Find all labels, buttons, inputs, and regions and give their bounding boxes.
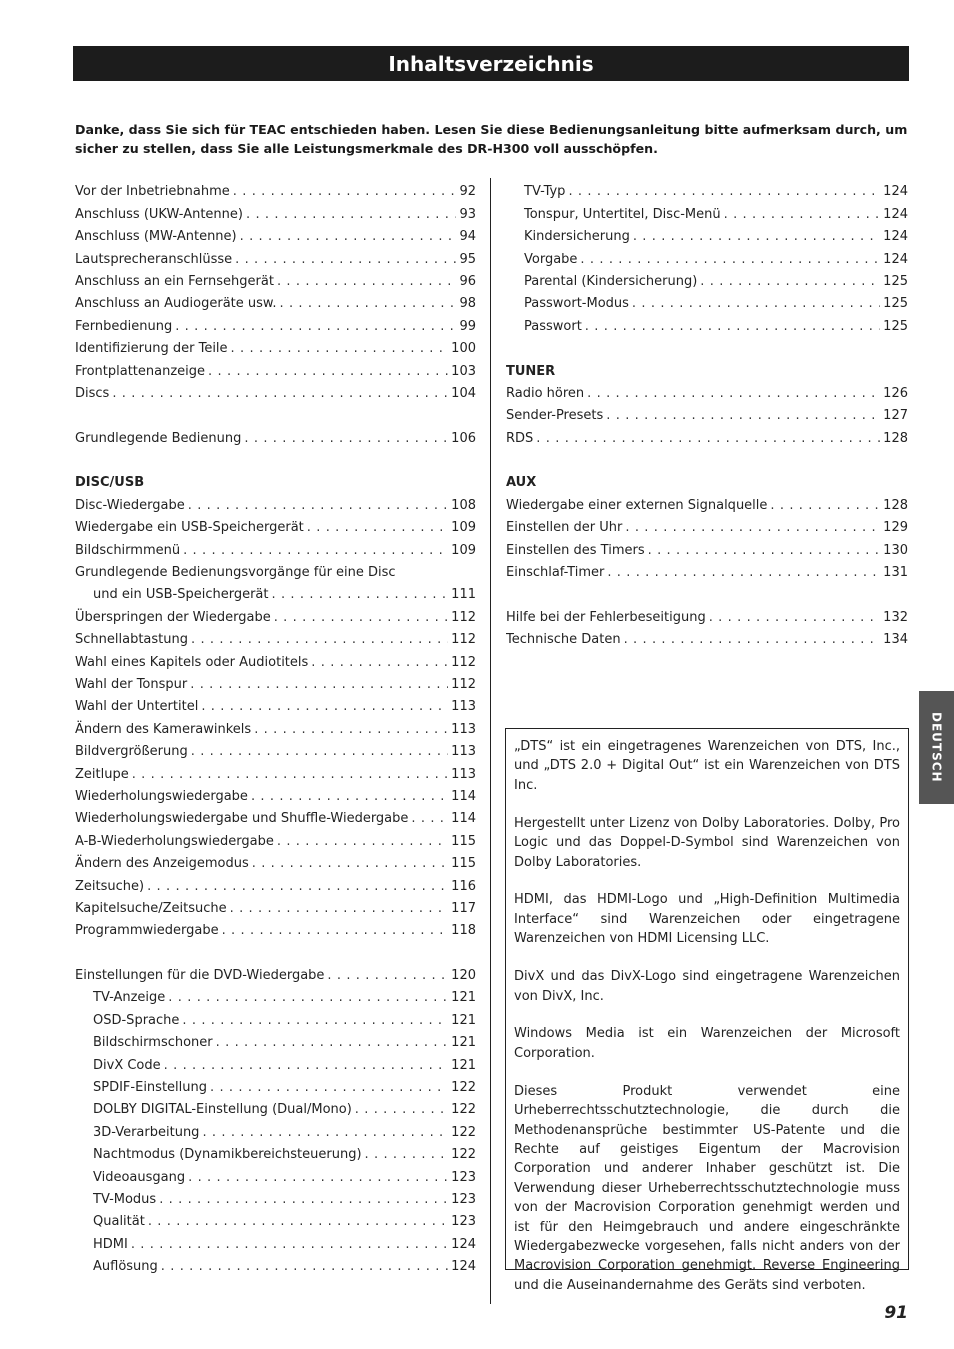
toc-entry-label: Nachtmodus (Dynamikbereichsteuerung) [93,1147,362,1163]
toc-entry [506,380,908,402]
toc-dot-leader [168,990,448,1006]
toc-entry-label: Kindersicherung [524,229,630,245]
toc-dot-leader [182,1013,448,1029]
toc-dot-leader [235,252,456,268]
toc-entry-page: 122 [451,1080,476,1096]
toc-entry [75,626,476,648]
toc-entry-page: 128 [883,430,908,446]
toc-entry-page: 104 [451,385,476,401]
toc-entry [75,200,476,222]
notice-paragraph: DivX und das DivX-Logo sind eingetragene Warenzeichen von DivX, Inc. [514,969,900,1004]
toc-entry-label: Wiederholungswiedergabe und Shuffle-Wiedergabe [75,811,409,827]
toc-entry-label: OSD-Sprache [93,1012,180,1028]
toc-entry-page: 122 [451,1124,476,1140]
toc-entry-label: Vorgabe [524,251,578,267]
toc-entry-label: Wiederholungswiedergabe [75,788,248,804]
toc-dot-leader [201,699,448,715]
toc-entry-label: 3D-Verarbeitung [93,1124,200,1140]
toc-entry-label: Wiedergabe ein USB-Speichergerät [75,520,304,536]
toc-entry-page: 114 [451,788,476,804]
toc-dot-leader [190,677,448,693]
toc-entry [75,290,476,312]
toc-entry-page: 130 [883,542,908,558]
toc-entry-page: 129 [883,520,908,536]
toc-entry-page: 124 [883,206,908,222]
toc-entry-page: 123 [451,1191,476,1207]
toc-entry-page: 124 [883,229,908,245]
toc-entry-page: 124 [451,1236,476,1252]
toc-spacer [75,402,476,424]
toc-entry-label: A-B-Wiederholungswiedergabe [75,833,274,849]
toc-dot-leader [246,207,456,223]
toc-dot-leader [632,296,880,312]
toc-entry-label: Anschluss (UKW-Antenne) [75,206,243,222]
toc-entry [75,917,476,939]
toc-entry [75,536,476,558]
toc-entry-label: RDS [506,430,534,446]
toc-dot-leader [164,1058,449,1074]
toc-dot-leader [536,431,880,447]
toc-entry-page: 123 [451,1169,476,1185]
toc-dot-leader [161,1259,448,1275]
toc-dot-leader [568,184,880,200]
toc-dot-leader [724,207,881,223]
toc-entry-page: 122 [451,1102,476,1118]
toc-entry-page: 112 [451,676,476,692]
toc-entry-label: Bildvergrößerung [75,744,188,760]
toc-entry [75,1253,476,1275]
toc-entry [75,268,476,290]
toc-entry-page: 113 [451,766,476,782]
toc-entry [75,872,476,894]
notice-paragraph: Windows Media ist ein Warenzeichen der Microsoft Corporation. [514,1026,900,1061]
toc-entry-label: Disc-Wiedergabe [75,497,185,513]
toc-entry-page: 126 [883,385,908,401]
toc-dot-leader [191,632,448,648]
trademark-notice-box [505,728,909,1293]
toc-entry [75,380,476,402]
toc-entry [75,1163,476,1185]
toc-dot-leader [277,274,457,290]
toc-entry-page: 134 [883,632,908,648]
language-side-tab [919,691,954,804]
toc-entry-page: 123 [451,1214,476,1230]
toc-dot-leader [233,184,457,200]
toc-entry-page: 112 [451,609,476,625]
toc-entry [506,402,908,424]
toc-entry-label: Tonspur, Untertitel, Disc-Menü [524,206,721,222]
toc-entry-page: 127 [883,408,908,424]
toc-entry-label: Grundlegende Bedienung [75,430,242,446]
toc-entry-page: 121 [451,1035,476,1051]
toc-entry [75,962,476,984]
toc-entry-page: 92 [459,184,476,200]
toc-entry-page: 116 [451,878,476,894]
toc-entry-page: 122 [451,1147,476,1163]
toc-entry-page: 113 [451,699,476,715]
toc-entry-text [75,559,476,581]
toc-dot-leader [244,431,448,447]
toc-entry-page: 113 [451,744,476,760]
toc-dot-leader [625,520,880,536]
toc-dot-leader [208,364,448,380]
toc-entry [75,805,476,827]
toc-entry [506,223,908,245]
toc-entry-page: 120 [451,968,476,984]
toc-dot-leader [188,1170,448,1186]
toc-entry-label: Wahl der Tonspur [75,676,188,692]
toc-entry-page: 121 [451,1012,476,1028]
toc-entry-page: 117 [451,900,476,916]
toc-entry-label: Zeitsuche) [75,878,145,894]
toc-entry-label: Schnellabtastung [75,632,188,648]
toc-spacer [506,335,908,357]
toc-entry-page: 106 [451,430,476,446]
toc-dot-leader [633,229,880,245]
toc-entry-label: Einstellungen für die DVD-Wiedergabe [75,968,325,984]
toc-entry-label: Bildschirmschoner [93,1035,213,1051]
toc-entry [506,200,908,222]
toc-entry-label: Parental (Kindersicherung) [524,273,698,289]
toc-entry [75,245,476,267]
toc-entry-label: Einstellen der Uhr [506,520,623,536]
toc-entry-label: Ändern des Anzeigemodus [75,856,249,872]
toc-entry [506,603,908,625]
toc-entry-label: und ein USB-Speichergerät [93,587,269,603]
toc-entry [75,827,476,849]
toc-entry [75,603,476,625]
toc-dot-leader [411,811,448,827]
toc-dot-leader [580,252,880,268]
toc-dot-leader [585,319,880,335]
toc-entry [75,1096,476,1118]
toc-entry [75,693,476,715]
intro-text: Danke, dass Sie sich für TEAC entschieden haben. Lesen Sie diese Bedienungsanleitung bitte aufmerksam durch, um sicher zu stellen, dass Sie alle Leistungsmerkmale des DR-H300 voll ausschöpfen. [75,122,908,156]
toc-entry-label: Radio hören [506,385,585,401]
toc-entry [75,783,476,805]
toc-entry [75,760,476,782]
toc-dot-leader [132,767,448,783]
toc-entry-label: SPDIF-Einstellung [93,1080,207,1096]
toc-entry-page: 113 [451,721,476,737]
toc-entry-label: Bildschirmmenü [75,542,181,558]
toc-entry-page: 132 [883,609,908,625]
toc-left-column [75,178,476,1275]
toc-section-heading: TUNER [506,363,556,379]
toc-spacer [75,939,476,961]
toc-right-column [506,178,908,648]
toc-dot-leader [709,610,880,626]
toc-entry-page: 103 [451,363,476,379]
toc-entry [506,245,908,267]
toc-entry [75,738,476,760]
toc-dot-leader [202,1125,448,1141]
toc-dot-leader [231,341,449,357]
toc-entry-label: Auflösung [93,1259,158,1275]
notice-paragraph: Dieses Produkt verwendet eine Urheberrechtsschutztechnologie, die durch die Methodenansprüche bestimmter US-Patente und die Rechte auf geistiges Eigentum der Macrovision Corporation und anderer Inhaber geschützt ist. Die Verwendung dieser Urheberrechtsschutztechnologie muss von der Macrovision Corporation genehmigt werden und ist für den Heimgebrauch und andere eingeschränkte Wiedergabezwecke vorgesehen, falls nicht anders von der Macrovision Corporation genehmigt. Reverse Engineering und die Auseinandernahme des Geräts sind verboten. [514,1083,900,1293]
toc-entry [75,1029,476,1051]
toc-dot-leader [112,386,448,402]
toc-entry [506,514,908,536]
toc-entry-page: 131 [883,565,908,581]
toc-entry [75,357,476,379]
toc-entry [506,290,908,312]
toc-entry [75,715,476,737]
toc-dot-leader [159,1192,448,1208]
toc-section-heading: DISC/USB [75,475,145,491]
toc-entry-page: 118 [451,923,476,939]
toc-dot-leader [254,722,448,738]
toc-entry [506,312,908,334]
toc-entry [75,1208,476,1230]
toc-entry-page: 109 [451,520,476,536]
toc-entry-label: Passwort [524,318,582,334]
toc-entry-label: Kapitelsuche/Zeitsuche [75,900,227,916]
toc-section-heading: AUX [506,475,537,491]
toc-entry [75,514,476,536]
toc-dot-leader [222,923,449,939]
toc-entry-page: 124 [451,1259,476,1275]
toc-dot-leader [355,1102,448,1118]
notice-paragraph: „DTS“ ist ein eingetragenes Warenzeichen von DTS, Inc., und „DTS 2.0 + Digital Out“ ist ein Warenzeichen von DTS Inc. [514,739,900,793]
toc-entry-label: TV-Typ [524,184,566,200]
toc-entry-page: 128 [883,497,908,513]
toc-entry [75,895,476,917]
toc-entry-page: 100 [451,341,476,357]
toc-entry [506,536,908,558]
toc-entry-label: Discs [75,385,110,401]
toc-entry-page: 98 [459,296,476,312]
toc-entry-label: Fernbedienung [75,318,173,334]
toc-entry-label: HDMI [93,1236,128,1252]
toc-entry-page: 112 [451,632,476,648]
toc-entry-label: Anschluss an Audiogeräte usw. [75,296,277,312]
toc-entry [506,559,908,581]
language-tab-label: DEUTSCH [929,712,944,783]
toc-dot-leader [607,565,880,581]
page-number: 91 [884,1303,908,1323]
toc-entry [506,424,908,446]
toc-entry-label: Einschlaf-Timer [506,565,605,581]
toc-dot-leader [272,587,449,603]
toc-entry [75,1051,476,1073]
toc-entry-page: 121 [451,1057,476,1073]
toc-dot-leader [240,229,457,245]
column-divider [490,178,491,1304]
toc-entry [75,1006,476,1028]
toc-entry-page: 115 [451,856,476,872]
toc-dot-leader [252,856,448,872]
toc-entry [75,1141,476,1163]
toc-entry [506,626,908,648]
toc-dot-leader [175,319,456,335]
toc-entry [75,1118,476,1140]
toc-entry-label: Technische Daten [506,632,621,648]
toc-dot-leader [230,901,449,917]
toc-entry-page: 121 [451,990,476,1006]
toc-entry [75,984,476,1006]
toc-entry-label: Grundlegende Bedienungsvorgänge für eine Disc [75,565,396,581]
notice-paragraph: HDMI, das HDMI-Logo und „High-Definition Multimedia Interface“ sind Warenzeichen oder eingetragene Warenzeichen von HDMI Licensing LLC. [514,892,900,947]
toc-entry-label: Hilfe bei der Fehlerbeseitigung [506,609,706,625]
notice-paragraph: Hergestellt unter Lizenz von Dolby Laboratories. Dolby, Pro Logic und das Doppel-D-Symbol sind Warenzeichen von Dolby Laboratories. [514,815,900,870]
page-title-bar [73,46,909,81]
toc-dot-leader [311,655,448,671]
toc-entry [75,178,476,200]
toc-entry [75,424,476,446]
toc-dot-leader [770,498,880,514]
toc-entry [506,491,908,513]
toc-entry-page: 108 [451,497,476,513]
toc-entry [75,1074,476,1096]
toc-entry-label: Überspringen der Wiedergabe [75,609,271,625]
toc-spacer [506,581,908,603]
toc-entry-label: Frontplattenanzeige [75,363,206,379]
toc-dot-leader [188,498,448,514]
toc-entry-label: Qualität [93,1214,145,1230]
toc-dot-leader [624,632,881,648]
toc-dot-leader [131,1237,448,1253]
toc-entry-page: 99 [459,318,476,334]
toc-entry-page: 96 [459,273,476,289]
toc-entry-label: TV-Anzeige [93,990,166,1006]
toc-entry [506,268,908,290]
toc-dot-leader [216,1035,449,1051]
toc-dot-leader [210,1080,448,1096]
toc-dot-leader [277,834,448,850]
toc-spacer [75,447,476,469]
toc-entry-page: 94 [459,229,476,245]
toc-entry-label: Ändern des Kamerawinkels [75,721,252,737]
toc-entry [75,850,476,872]
toc-entry-label: DivX Code [93,1057,161,1073]
toc-dot-leader [279,296,456,312]
toc-entry-label: Passwort-Modus [524,296,629,312]
toc-entry [75,648,476,670]
toc-dot-leader [147,879,448,895]
page-title: Inhaltsverzeichnis [388,51,594,76]
toc-entry-label: Einstellen des Timers [506,542,645,558]
toc-entry-page: 125 [883,318,908,334]
toc-entry [506,178,908,200]
toc-entry-label: Vor der Inbetriebnahme [75,184,230,200]
toc-entry-label: Wahl der Untertitel [75,699,199,715]
toc-dot-leader [148,1214,448,1230]
toc-entry-label: TV-Modus [93,1191,157,1207]
toc-dot-leader [606,408,880,424]
toc-entry-label: Wiedergabe einer externen Signalquelle [506,497,768,513]
toc-entry [75,1186,476,1208]
toc-entry-label: Identifizierung der Teile [75,341,228,357]
toc-entry [75,491,476,513]
toc-entry-label: Anschluss (MW-Antenne) [75,229,237,245]
toc-entry-page: 115 [451,833,476,849]
toc-dot-leader [274,610,448,626]
toc-entry-page: 109 [451,542,476,558]
toc-entry-page: 111 [451,587,476,603]
toc-entry-label: DOLBY DIGITAL-Einstellung (Dual/Mono) [93,1102,352,1118]
toc-entry [75,671,476,693]
toc-entry-page: 112 [451,654,476,670]
toc-dot-leader [327,968,448,984]
toc-entry-page: 124 [883,251,908,267]
toc-entry-label: Anschluss an ein Fernsehgerät [75,273,274,289]
toc-dot-leader [307,520,448,536]
toc-spacer [506,447,908,469]
toc-dot-leader [365,1147,449,1163]
toc-entry-page: 124 [883,184,908,200]
toc-entry-page: 95 [459,251,476,267]
toc-entry [75,223,476,245]
toc-entry [75,1230,476,1252]
toc-entry-label: Videoausgang [93,1169,186,1185]
toc-entry-label: Sender-Presets [506,408,604,424]
toc-entry [75,312,476,334]
toc-entry-page: 125 [883,296,908,312]
toc-dot-leader [648,543,881,559]
toc-dot-leader [191,744,448,760]
toc-dot-leader [251,789,448,805]
toc-entry [75,581,476,603]
toc-entry-label: Wahl eines Kapitels oder Audiotitels [75,654,309,670]
toc-entry [75,335,476,357]
toc-entry-page: 125 [883,273,908,289]
toc-dot-leader [183,543,448,559]
toc-entry-page: 93 [459,206,476,222]
toc-dot-leader [700,274,880,290]
toc-entry-label: Zeitlupe [75,766,129,782]
toc-entry-page: 114 [451,811,476,827]
toc-entry-label: Lautsprecheranschlüsse [75,251,233,267]
toc-dot-leader [587,386,880,402]
toc-entry-label: Programmwiedergabe [75,923,219,939]
